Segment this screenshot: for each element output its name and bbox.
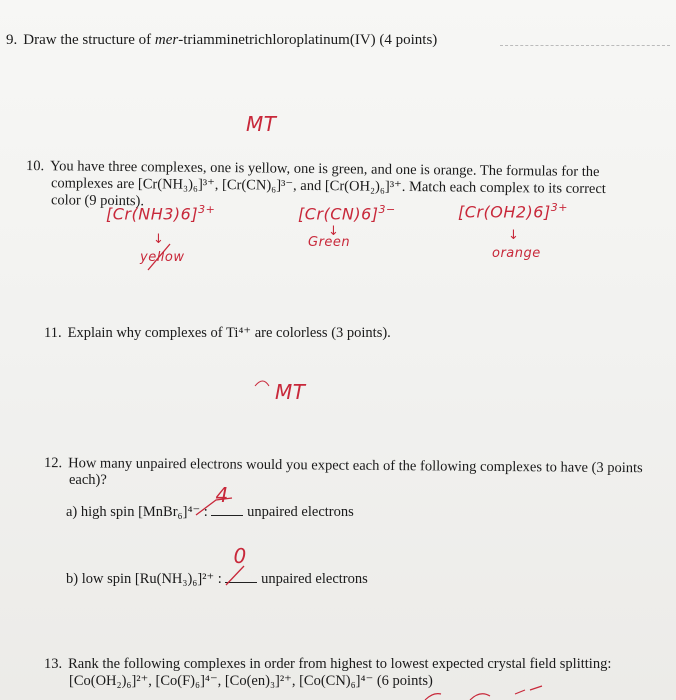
handwritten-answer-q9: MT — [246, 112, 277, 136]
question-text: each)? — [69, 472, 107, 488]
question-text-italic: mer — [154, 32, 179, 48]
handwritten-color-1: yellow — [140, 250, 185, 265]
question-text: Rank the following complexes in order from highest to lowest expected crystal field splitting: — [68, 656, 612, 672]
question-number: 12. — [43, 455, 63, 472]
handwritten-answer-12a: 4 — [215, 483, 229, 507]
part-suffix: unpaired electrons — [261, 571, 368, 587]
pen-stroke — [425, 694, 441, 700]
answer-blank — [211, 483, 243, 516]
question-12 — [44, 455, 664, 489]
question-9 — [6, 32, 437, 49]
answer-blank — [225, 544, 257, 583]
handwritten-formula-1: $[Cr(NH3)6]^{3+}$ — [106, 203, 216, 224]
question-text: Explain why complexes of Ti⁴⁺ are colorless (3 points). — [67, 325, 391, 341]
question-11 — [44, 325, 391, 342]
question-12a — [66, 483, 354, 521]
handwritten-arrow-3: ↓ — [508, 228, 520, 243]
question-text: color (9 points). — [50, 192, 145, 210]
part-label: a) high spin [MnBr₆]⁴⁻ : — [66, 504, 208, 520]
handwritten-color-3: orange — [492, 246, 541, 261]
question-number: 10. — [25, 158, 45, 175]
handwritten-arrow-2: ↓ — [328, 224, 340, 239]
handwritten-arrow-1: ↓ — [153, 232, 165, 247]
pen-stroke — [470, 694, 490, 700]
handwritten-answer-12b: 0 — [233, 544, 247, 568]
question-13 — [44, 656, 669, 690]
question-text: You have three complexes, one is yellow, one is green, and one is orange. The formulas for the — [50, 158, 600, 181]
question-10 — [26, 158, 666, 209]
question-text: [Co(OH₂)₆]²⁺, [Co(F)₆]⁴⁻, [Co(en)₃]²⁺, [Co(CN)₆]⁴⁻ (6 points) — [69, 673, 433, 689]
divider-line — [500, 45, 670, 46]
question-text: -triamminetrichloroplatinum(IV) (4 points) — [178, 32, 438, 48]
question-number: 11. — [44, 325, 62, 341]
question-number: 13. — [44, 656, 63, 672]
part-suffix: unpaired electrons — [247, 504, 354, 520]
part-label: b) low spin [Ru(NH₃)₆]²⁺ : — [66, 571, 222, 587]
question-number: 9. — [6, 32, 18, 48]
question-12b — [66, 544, 368, 588]
question-text: How many unpaired electrons would you expect each of the following complexes to have (3 points — [68, 455, 643, 477]
handwritten-formula-2: $[Cr(CN)6]^{3-}$ — [298, 203, 396, 224]
question-text: Draw the structure of — [23, 32, 155, 48]
handwritten-formula-3: $[Cr(OH2)6]^{3+}$ — [458, 201, 568, 222]
pen-stroke — [255, 381, 269, 386]
handwritten-answer-q11: MT — [275, 380, 306, 404]
question-text: complexes are [Cr(NH₃)₆]³⁺, [Cr(CN)₆]³⁻, and [Cr(OH₂)₆]³⁺. Match each complex to its correct — [50, 175, 606, 198]
handwritten-color-2: Green — [308, 235, 351, 250]
